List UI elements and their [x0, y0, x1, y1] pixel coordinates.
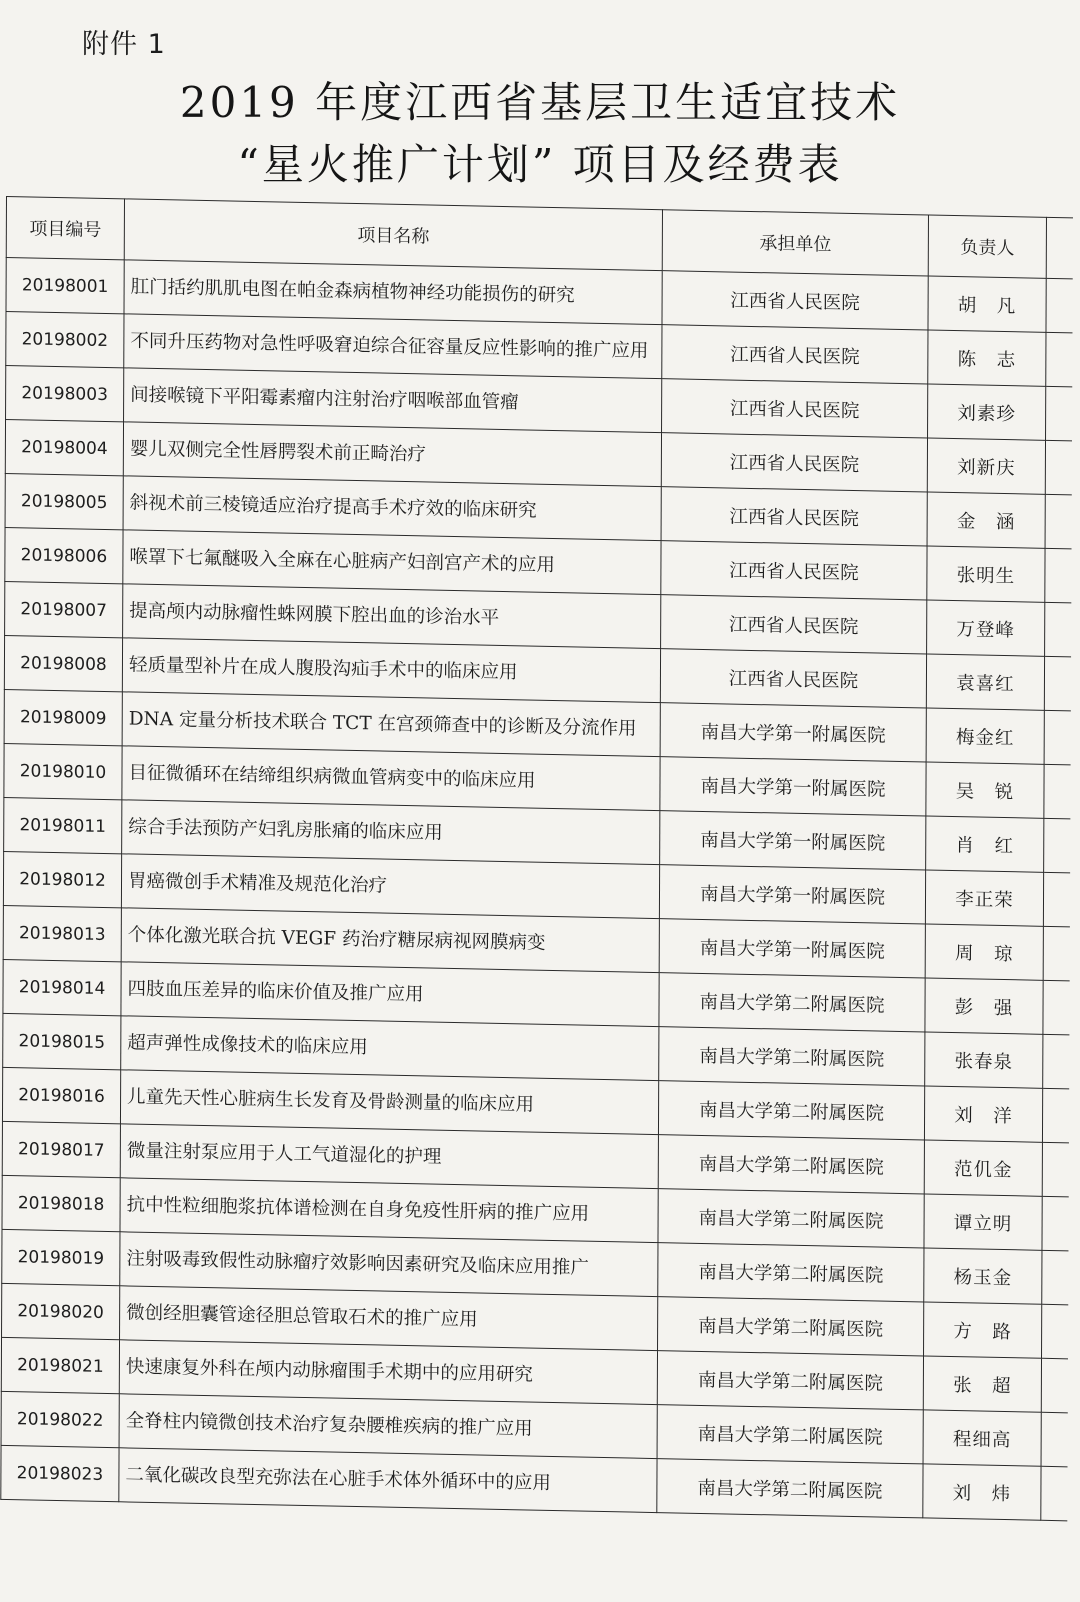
project-name-cell: 目征微循环在结缔组织病微血管病变中的临床应用	[122, 746, 660, 811]
institution-cell: 南昌大学第二附属医院	[659, 973, 925, 1032]
cut-off-cell	[1045, 440, 1071, 495]
institution-cell: 江西省人民医院	[661, 541, 927, 600]
lead-cell: 彭 强	[925, 978, 1043, 1034]
document-title-line-2: “星火推广计划” 项目及经费表	[237, 140, 843, 189]
column-header-project-id: 项目编号	[6, 197, 124, 260]
institution-cell: 南昌大学第二附属医院	[659, 1027, 925, 1086]
institution-cell: 南昌大学第一附属医院	[660, 757, 926, 816]
institution-cell: 南昌大学第二附属医院	[658, 1189, 924, 1248]
column-header-cut-off	[1046, 217, 1072, 279]
project-id-cell: 20198019	[2, 1229, 120, 1285]
project-id-cell: 20198018	[2, 1175, 120, 1231]
project-id-cell: 20198011	[4, 797, 122, 853]
institution-cell: 南昌大学第一附属医院	[659, 865, 925, 924]
lead-cell: 万登峰	[927, 600, 1045, 656]
cut-off-cell	[1045, 602, 1071, 657]
project-name-cell: 不同升压药物对急性呼吸窘迫综合征容量反应性影响的推广应用	[124, 314, 662, 379]
lead-cell: 杨玉金	[924, 1248, 1042, 1304]
project-id-cell: 20198013	[3, 905, 121, 961]
lead-cell: 刘新庆	[927, 438, 1045, 494]
cut-off-cell	[1043, 872, 1069, 927]
project-name-cell: 超声弹性成像技术的临床应用	[121, 1016, 659, 1081]
cut-off-cell	[1043, 980, 1069, 1035]
project-id-cell: 20198008	[4, 635, 122, 691]
project-name-cell: 提高颅内动脉瘤性蛛网膜下腔出血的诊治水平	[123, 584, 661, 649]
lead-cell: 袁喜红	[926, 654, 1044, 710]
project-name-cell: 快速康复外科在颅内动脉瘤围手术期中的应用研究	[119, 1340, 657, 1405]
cut-off-cell	[1041, 1358, 1067, 1413]
cut-off-cell	[1042, 1088, 1068, 1143]
project-id-cell: 20198023	[1, 1445, 119, 1501]
column-header-institution: 承担单位	[662, 210, 928, 276]
project-id-cell: 20198017	[2, 1121, 120, 1177]
institution-cell: 南昌大学第二附属医院	[657, 1405, 923, 1464]
institution-cell: 南昌大学第二附属医院	[658, 1297, 924, 1356]
lead-cell: 肖 红	[926, 816, 1044, 872]
lead-cell: 张春泉	[925, 1032, 1043, 1088]
document-title-line-1: 2019 年度江西省基层卫生适宜技术	[179, 78, 901, 127]
cut-off-cell	[1042, 1142, 1068, 1197]
lead-cell: 张明生	[927, 546, 1045, 602]
project-name-cell: 个体化激光联合抗 VEGF 药治疗糖尿病视网膜病变	[121, 908, 659, 973]
cut-off-cell	[1043, 1034, 1069, 1089]
lead-cell: 金 涵	[927, 492, 1045, 548]
cut-off-cell	[1043, 926, 1069, 981]
cut-off-cell	[1042, 1196, 1068, 1251]
project-name-cell: 四肢血压差异的临床价值及推广应用	[121, 962, 659, 1027]
project-id-cell: 20198014	[3, 959, 121, 1015]
cut-off-cell	[1042, 1250, 1068, 1305]
project-id-cell: 20198009	[4, 689, 122, 745]
institution-cell: 南昌大学第一附属医院	[660, 703, 926, 762]
lead-cell: 李正荣	[925, 870, 1043, 926]
project-name-cell: 婴儿双侧完全性唇腭裂术前正畸治疗	[123, 422, 661, 487]
cut-off-cell	[1045, 494, 1071, 549]
lead-cell: 程细高	[923, 1410, 1041, 1466]
cut-off-cell	[1044, 764, 1070, 819]
cut-off-cell	[1042, 1304, 1068, 1359]
project-name-cell: 全脊柱内镜微创技术治疗复杂腰椎疾病的推广应用	[119, 1394, 657, 1459]
project-id-cell: 20198021	[1, 1337, 119, 1393]
institution-cell: 南昌大学第二附属医院	[658, 1243, 924, 1302]
attachment-label: 附件 1	[82, 29, 166, 60]
institution-cell: 江西省人民医院	[661, 595, 927, 654]
cut-off-cell	[1041, 1466, 1067, 1521]
cut-off-cell	[1045, 548, 1071, 603]
lead-cell: 胡 凡	[928, 276, 1046, 332]
project-name-cell: 胃癌微创手术精准及规范化治疗	[121, 854, 659, 919]
lead-cell: 谭立明	[924, 1194, 1042, 1250]
institution-cell: 江西省人民医院	[662, 325, 928, 384]
project-name-cell: 斜视术前三棱镜适应治疗提高手术疗效的临床研究	[123, 476, 661, 541]
institution-cell: 南昌大学第一附属医院	[660, 811, 926, 870]
lead-cell: 梅金红	[926, 708, 1044, 764]
project-name-cell: 综合手法预防产妇乳房胀痛的临床应用	[122, 800, 660, 865]
institution-cell: 南昌大学第二附属医院	[658, 1081, 924, 1140]
project-id-cell: 20198002	[6, 312, 124, 368]
institution-cell: 江西省人民医院	[661, 487, 927, 546]
cut-off-cell	[1046, 332, 1072, 387]
project-name-cell: 喉罩下七氟醚吸入全麻在心脏病产妇剖宫产术的应用	[123, 530, 661, 595]
project-table-sheet	[0, 196, 1080, 1602]
institution-cell: 南昌大学第二附属医院	[657, 1459, 923, 1518]
project-name-cell: 二氧化碳改良型充弥法在心脏手术体外循环中的应用	[119, 1448, 657, 1513]
project-id-cell: 20198012	[3, 851, 121, 907]
institution-cell: 南昌大学第二附属医院	[658, 1135, 924, 1194]
project-name-cell: 微创经胆囊管途径胆总管取石术的推广应用	[120, 1286, 658, 1351]
project-id-cell: 20198016	[2, 1067, 120, 1123]
cut-off-cell	[1044, 656, 1070, 711]
lead-cell: 刘 炜	[923, 1464, 1041, 1520]
project-name-cell: 肛门括约肌肌电图在帕金森病植物神经功能损伤的研究	[124, 260, 662, 325]
lead-cell: 陈 志	[928, 330, 1046, 386]
project-funding-table	[0, 196, 1072, 1521]
cut-off-cell	[1046, 386, 1072, 441]
table-body	[1, 258, 1072, 1521]
institution-cell: 南昌大学第二附属医院	[657, 1351, 923, 1410]
cut-off-cell	[1046, 278, 1072, 333]
project-name-cell: 微量注射泵应用于人工气道湿化的护理	[120, 1124, 658, 1189]
lead-cell: 张 超	[923, 1356, 1041, 1412]
cut-off-cell	[1041, 1412, 1067, 1467]
project-id-cell: 20198003	[6, 365, 124, 421]
project-id-cell: 20198020	[2, 1283, 120, 1339]
project-id-cell: 20198005	[5, 473, 123, 529]
project-name-cell: 抗中性粒细胞浆抗体谱检测在自身免疫性肝病的推广应用	[120, 1178, 658, 1243]
project-name-cell: 轻质量型补片在成人腹股沟疝手术中的临床应用	[122, 638, 660, 703]
institution-cell: 江西省人民医院	[662, 271, 928, 330]
lead-cell: 刘 洋	[924, 1086, 1042, 1142]
institution-cell: 江西省人民医院	[662, 379, 928, 438]
lead-cell: 方 路	[924, 1302, 1042, 1358]
project-name-cell: 间接喉镜下平阳霉素瘤内注射治疗咽喉部血管瘤	[124, 368, 662, 433]
project-id-cell: 20198015	[3, 1013, 121, 1069]
project-id-cell: 20198010	[4, 743, 122, 799]
cut-off-cell	[1044, 710, 1070, 765]
lead-cell: 吴 锐	[926, 762, 1044, 818]
project-id-cell: 20198006	[5, 527, 123, 583]
institution-cell: 江西省人民医院	[661, 433, 927, 492]
project-name-cell: DNA 定量分析技术联合 TCT 在宫颈筛查中的诊断及分流作用	[122, 692, 660, 757]
column-header-lead: 负责人	[928, 215, 1046, 278]
project-id-cell: 20198007	[5, 581, 123, 637]
lead-cell: 范仉金	[924, 1140, 1042, 1196]
institution-cell: 江西省人民医院	[660, 649, 926, 708]
project-name-cell: 注射吸毒致假性动脉瘤疗效影响因素研究及临床应用推广	[120, 1232, 658, 1297]
project-id-cell: 20198004	[5, 419, 123, 475]
column-header-project-name: 项目名称	[124, 199, 662, 271]
project-id-cell: 20198022	[1, 1391, 119, 1447]
lead-cell: 周 琼	[925, 924, 1043, 980]
project-id-cell: 20198001	[6, 258, 124, 314]
lead-cell: 刘素珍	[928, 384, 1046, 440]
institution-cell: 南昌大学第一附属医院	[659, 919, 925, 978]
cut-off-cell	[1044, 818, 1070, 873]
project-name-cell: 儿童先天性心脏病生长发育及骨龄测量的临床应用	[120, 1070, 658, 1135]
